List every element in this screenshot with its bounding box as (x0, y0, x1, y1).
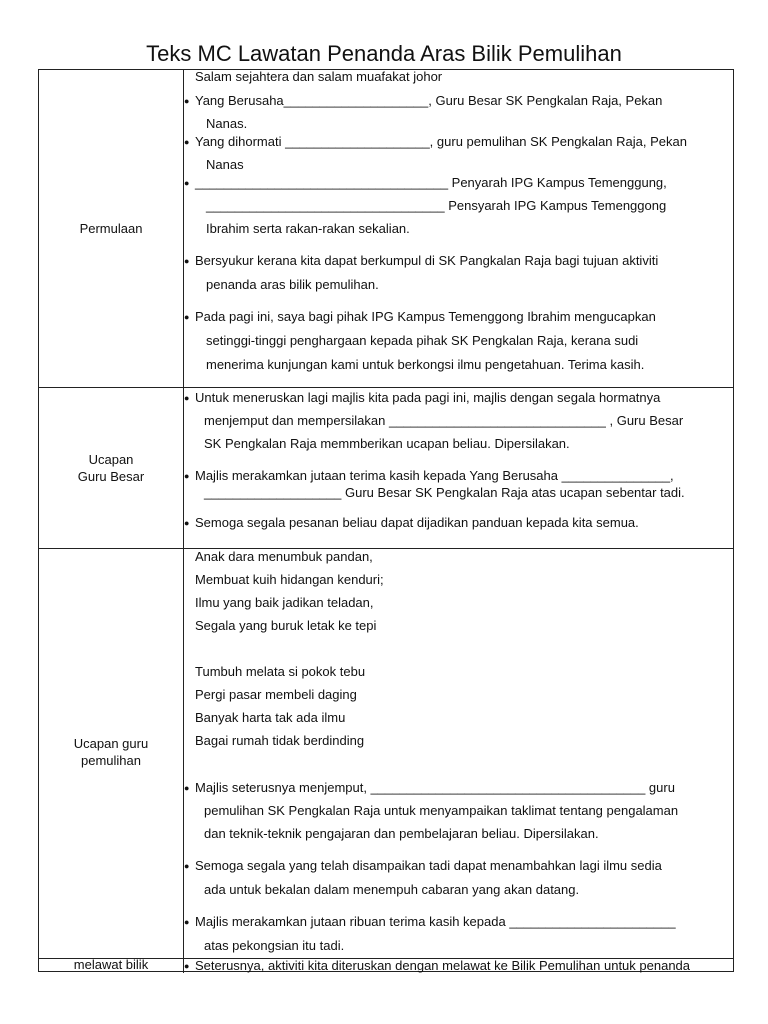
section-label-cell (39, 70, 184, 387)
section-label-cell (39, 549, 184, 958)
section-content (184, 388, 733, 548)
text-line: pemulihan SK Pengkalan Raja untuk menyampaikan taklimat tentang pengalaman (204, 803, 679, 818)
text-line: Majlis merakamkan jutaan terima kasih kepada Yang Berusaha _______________, (195, 468, 674, 483)
pantun-line: Pergi pasar membeli daging (195, 687, 357, 702)
section-label-cell (39, 959, 184, 973)
text-line: Yang dihormati ____________________, guru pemulihan SK Pengkalan Raja, Pekan (195, 134, 687, 149)
bullet-icon: ● (184, 961, 190, 971)
section-content (184, 549, 733, 958)
text-line: Seterusnya, aktiviti kita diteruskan dengan melawat ke Bilik Pemulihan untuk penanda (195, 959, 691, 973)
text-line: Nanas (206, 157, 244, 172)
bullet-icon: ● (184, 783, 190, 793)
text-line: ada untuk bekalan dalam menempuh cabaran yang akan datang. (204, 882, 580, 897)
bullet-icon: ● (184, 96, 190, 106)
text-line: Ibrahim serta rakan-rakan sekalian. (206, 221, 410, 236)
section-melawat-bilik (39, 958, 733, 973)
text-line: ___________________________________ Penyarah IPG Kampus Temenggung, (195, 175, 667, 190)
bullet-icon: ● (184, 917, 190, 927)
section-label: Ucapan (88, 452, 134, 467)
section-label: Ucapan guru (73, 736, 149, 751)
text-line: Bersyukur kerana kita dapat berkumpul di SK Pangkalan Raja bagi tujuan aktiviti (195, 253, 659, 268)
text-line: menerima kunjungan kami untuk berkongsi ilmu pengetahuan. Terima kasih. (206, 357, 645, 372)
pantun-line: Anak dara menumbuk pandan, (195, 549, 373, 564)
text-line: Semoga segala yang telah disampaikan tadi dapat menambahkan lagi ilmu sedia (195, 858, 662, 873)
text-line: dan teknik-teknik pengajaran dan pembelajaran beliau. Dipersilakan. (204, 826, 599, 841)
pantun-line: Membuat kuih hidangan kenduri; (195, 572, 384, 587)
bullet-icon: ● (184, 137, 190, 147)
section-label-cell (39, 388, 184, 548)
text-line: Pada pagi ini, saya bagi pihak IPG Kampus Temenggong Ibrahim mengucapkan (195, 309, 656, 324)
text-line: atas pekongsian itu tadi. (204, 938, 345, 953)
section-content (184, 959, 733, 973)
page-title: Teks MC Lawatan Penanda Aras Bilik Pemulihan (146, 41, 622, 66)
text-line: Semoga segala pesanan beliau dapat dijadikan panduan kepada kita semua. (195, 515, 639, 530)
text-line: setinggi-tinggi penghargaan kepada pihak SK Pengkalan Raja, kerana sudi (206, 333, 639, 348)
text-line: Majlis seterusnya menjemput, ______________________________________ guru (195, 780, 675, 795)
section-content (184, 70, 733, 387)
pantun-line: Segala yang buruk letak ke tepi (195, 618, 377, 633)
bullet-icon: ● (184, 256, 190, 266)
pantun-line: Banyak harta tak ada ilmu (195, 710, 346, 725)
section-label: melawat bilik (73, 959, 149, 972)
text-line: ___________________ Guru Besar SK Pengkalan Raja atas ucapan sebentar tadi. (204, 485, 685, 500)
section-label: Guru Besar (77, 469, 145, 484)
bullet-icon: ● (184, 393, 190, 403)
pantun-line: Tumbuh melata si pokok tebu (195, 664, 366, 679)
text-line: Yang Berusaha____________________, Guru Besar SK Pengkalan Raja, Pekan (195, 93, 663, 108)
text-line: _________________________________ Pensyarah IPG Kampus Temenggong (206, 198, 667, 213)
section-ucapan-guru-pemulihan (39, 548, 733, 958)
pantun-line: Bagai rumah tidak berdinding (195, 733, 365, 748)
bullet-icon: ● (184, 312, 190, 322)
text-line: Untuk meneruskan lagi majlis kita pada pagi ini, majlis dengan segala hormatnya (195, 390, 661, 405)
pantun-line: Ilmu yang baik jadikan teladan, (195, 595, 374, 610)
bullet-icon: ● (184, 178, 190, 188)
bullet-icon: ● (184, 861, 190, 871)
greeting-line: Salam sejahtera dan salam muafakat johor (195, 69, 443, 84)
text-line: SK Pengkalan Raja memmberikan ucapan beliau. Dipersilakan. (204, 436, 570, 451)
section-label: Permulaan (79, 221, 143, 236)
bullet-icon: ● (184, 471, 190, 481)
section-permulaan (39, 70, 733, 387)
text-line: Nanas. (206, 116, 248, 131)
text-line: penanda aras bilik pemulihan. (206, 277, 379, 292)
bullet-icon: ● (184, 518, 190, 528)
section-label: pemulihan (81, 753, 141, 768)
text-line: menjemput dan mempersilakan ______________________________ , Guru Besar (204, 413, 684, 428)
section-ucapan-guru-besar (39, 387, 733, 548)
text-line: Majlis merakamkan jutaan ribuan terima kasih kepada _______________________ (195, 914, 676, 929)
mc-script-table (38, 69, 734, 972)
